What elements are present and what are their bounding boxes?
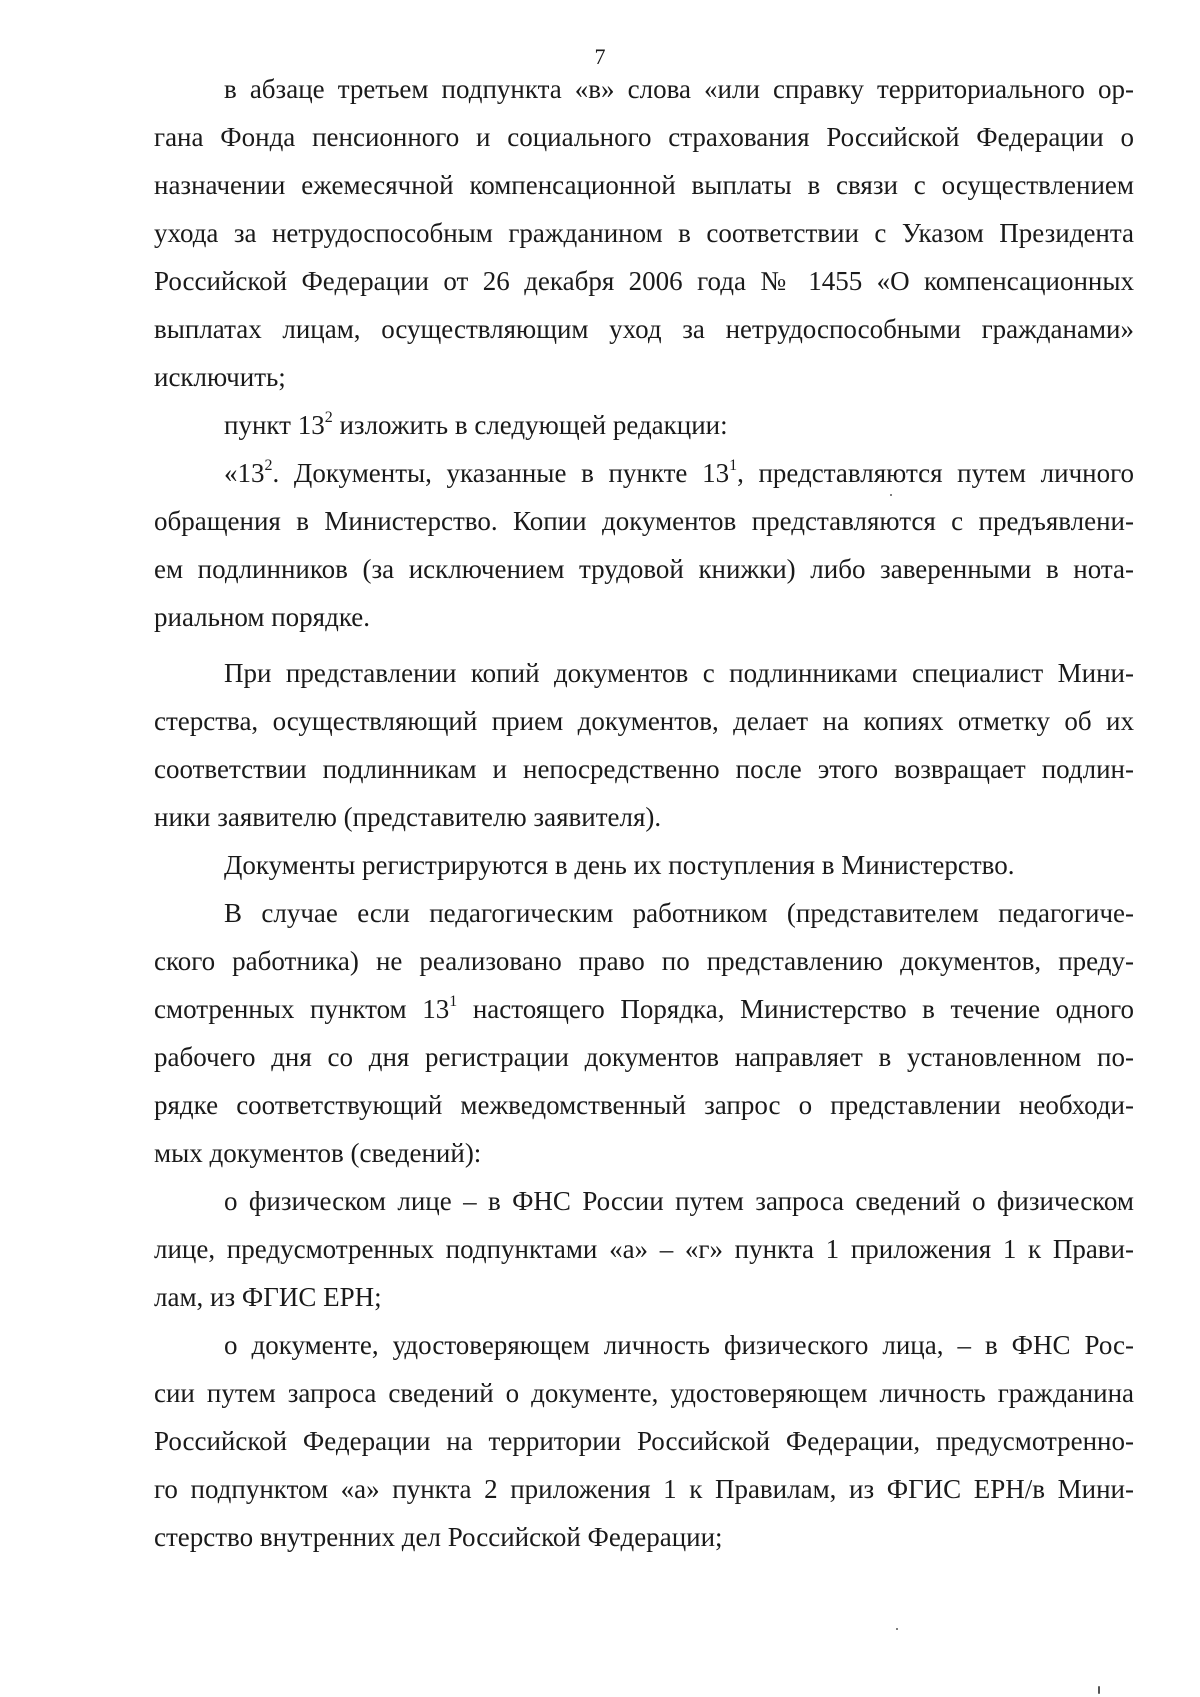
text-line: Документы регистрируются в день их поступления в Министерство. xyxy=(224,850,1015,880)
paragraph-gap xyxy=(154,641,1134,649)
paragraph xyxy=(154,1177,1134,1321)
text-line: Российской Федерации на территории Российской Федерации, предусмотренно- xyxy=(154,1426,1134,1456)
text-line: о документе, удостоверяющем личность физического лица, – в ФНС Рос- xyxy=(224,1330,1134,1360)
document-body xyxy=(154,65,1134,1561)
paragraph xyxy=(154,65,1134,401)
page-number: 7 xyxy=(594,44,606,69)
text-fragment: , представляются путем личного xyxy=(737,458,1134,488)
scan-speck xyxy=(896,1628,898,1630)
paragraph xyxy=(154,449,1134,641)
text-line: рядке соответствующий межведомственный запрос о представлении необходи- xyxy=(154,1090,1134,1120)
text-line: о физическом лице – в ФНС России путем запроса сведений о физическом xyxy=(224,1186,1134,1216)
text-fragment: «13 xyxy=(224,458,265,488)
text-line xyxy=(154,401,1134,449)
text-line: стерство внутренних дел Российской Федерации; xyxy=(154,1522,723,1552)
superscript: 1 xyxy=(729,457,738,474)
text-line: При представлении копий документов с подлинниками специалист Мини- xyxy=(224,658,1134,688)
text-line: ухода за нетрудоспособным гражданином в соответствии с Указом Президента xyxy=(154,218,1134,248)
scan-speck xyxy=(890,494,892,496)
text-line: исключить; xyxy=(154,362,286,392)
text-line: го подпунктом «а» пункта 2 приложения 1 к Правилам, из ФГИС ЕРН/в Мини- xyxy=(154,1474,1134,1504)
text-line: стерства, осуществляющий прием документов, делает на копиях отметку об их xyxy=(154,706,1134,736)
scan-speck xyxy=(1098,1686,1100,1694)
text-line: В случае если педагогическим работником (представителем педагогиче- xyxy=(224,898,1134,928)
text-line: лам, из ФГИС ЕРН; xyxy=(154,1282,382,1312)
text-line: назначении ежемесячной компенсационной выплаты в связи с осуществлением xyxy=(154,170,1134,200)
text-fragment: пункт 13 xyxy=(224,410,325,440)
text-line: ского работника) не реализовано право по представлению документов, преду- xyxy=(154,946,1134,976)
text-line: мых документов (сведений): xyxy=(154,1138,482,1168)
text-line: гана Фонда пенсионного и социального страхования Российской Федерации о xyxy=(154,122,1134,152)
text-fragment: настоящего Порядка, Министерство в течение одного xyxy=(457,994,1134,1024)
text-line xyxy=(154,449,1134,497)
text-line: в абзаце третьем подпункта «в» слова «или справку территориального ор- xyxy=(224,74,1134,104)
text-fragment: смотренных пунктом 13 xyxy=(154,994,450,1024)
text-line: рабочего дня со дня регистрации документов направляет в установленном по- xyxy=(154,1042,1134,1072)
superscript: 1 xyxy=(449,993,458,1010)
text-line: риальном порядке. xyxy=(154,602,371,632)
text-line: выплатах лицам, осуществляющим уход за нетрудоспособными гражданами» xyxy=(154,314,1134,344)
superscript: 2 xyxy=(324,409,333,426)
text-line: лице, предусмотренных подпунктами «а» – «г» пункта 1 приложения 1 к Прави- xyxy=(154,1234,1134,1264)
text-line: соответствии подлинникам и непосредственно после этого возвращает подлин- xyxy=(154,754,1134,784)
text-line: ники заявителю (представителю заявителя). xyxy=(154,802,662,832)
text-line: обращения в Министерство. Копии документов представляются с предъявлени- xyxy=(154,506,1134,536)
text-line xyxy=(154,985,1134,1033)
text-fragment: . Документы, указанные в пункте 13 xyxy=(272,458,730,488)
paragraph xyxy=(154,649,1134,841)
text-fragment: изложить в следующей редакции: xyxy=(332,410,728,440)
paragraph xyxy=(154,401,1134,449)
text-line: ем подлинников (за исключением трудовой книжки) либо заверенными в нота- xyxy=(154,554,1134,584)
superscript: 2 xyxy=(264,457,273,474)
text-line: Российской Федерации от 26 декабря 2006 года № 1455 «О компенсационных xyxy=(154,266,1134,296)
paragraph xyxy=(154,889,1134,1177)
paragraph xyxy=(154,1321,1134,1561)
text-line: сии путем запроса сведений о документе, удостоверяющем личность гражданина xyxy=(154,1378,1134,1408)
paragraph xyxy=(154,841,1134,889)
